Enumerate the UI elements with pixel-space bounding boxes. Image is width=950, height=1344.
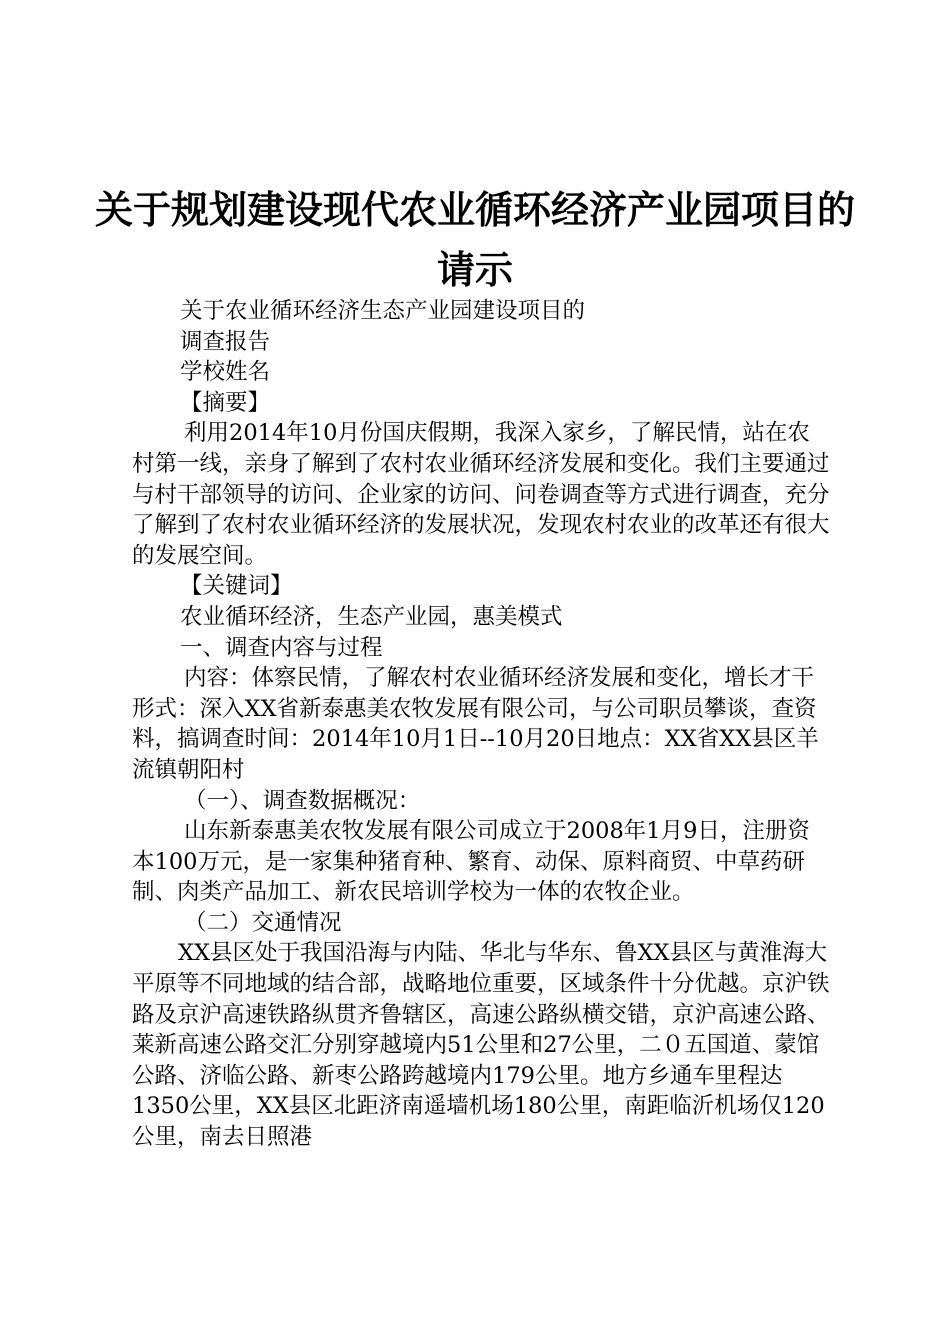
section-1-heading: 一、调查内容与过程 <box>180 634 383 661</box>
subsection-1-paragraph: 山东新泰惠美农牧发展有限公司成立于2008年1月9日，注册资本100万元，是一家集种猪育种、繁育、动保、原料商贸、中草药研制、肉类产品加工、新农民培训学校为一体的农牧企业。 <box>132 818 810 906</box>
abstract-paragraph: 利用2014年10月份国庆假期，我深入家乡，了解民情，站在农村第一线，亲身了解到了农村农业循环经济发展和变化。我们主要通过与村干部领导的访问、企业家的访问、问卷调查等方式进行调查，充分了解到了农村农业循环经济的发展状况，发现农村农业的改革还有很大的发展空间。 <box>132 420 830 569</box>
keywords-paragraph: 农业循环经济，生态产业园，惠美模式 <box>180 603 563 630</box>
subsection-2-heading: （二）交通情况 <box>184 909 342 936</box>
keywords-heading: 【关键词】 <box>180 573 293 600</box>
subtitle-line-2: 调查报告 <box>180 328 271 355</box>
subsection-2-paragraph: XX县区处于我国沿海与内陆、华北与华东、鲁XX县区与黄淮海大平原等不同地域的结合部，战略地位重要，区域条件十分优越。京沪铁路及京沪高速铁路纵贯齐鲁辖区，高速公路纵横交错，京沪高速公路、莱新高速公路交汇分别穿越境内51公里和27公里，二０五国道、蒙馆公路、济临公路、新枣公路跨越境内179公里。地方乡通车里程达1350公里，XX县区北距济南遥墙机场180公里，南距临沂机场仅120公里，南去日照港 <box>132 940 830 1151</box>
subtitle-line-1: 关于农业循环经济生态产业园建设项目的 <box>180 298 586 324</box>
section-1-paragraph: 内容：体察民情，了解农村农业循环经济发展和变化，增长才干形式：深入XX省新泰惠美农牧发展有限公司，与公司职员攀谈，查资料，搞调查时间：2014年10月1日--10月20日地点：XX省XX县区羊流镇朝阳村 <box>132 665 819 783</box>
document-body <box>132 296 832 1153</box>
abstract-heading: 【摘要】 <box>180 389 271 416</box>
author-line: 学校姓名 <box>180 359 271 386</box>
document-title-line-2: 请示 <box>436 248 513 292</box>
subsection-1-heading: （一）、调查数据概况： <box>184 787 421 814</box>
document-title-line-1: 关于规划建设现代农业循环经济产业园项目的 <box>94 188 855 232</box>
